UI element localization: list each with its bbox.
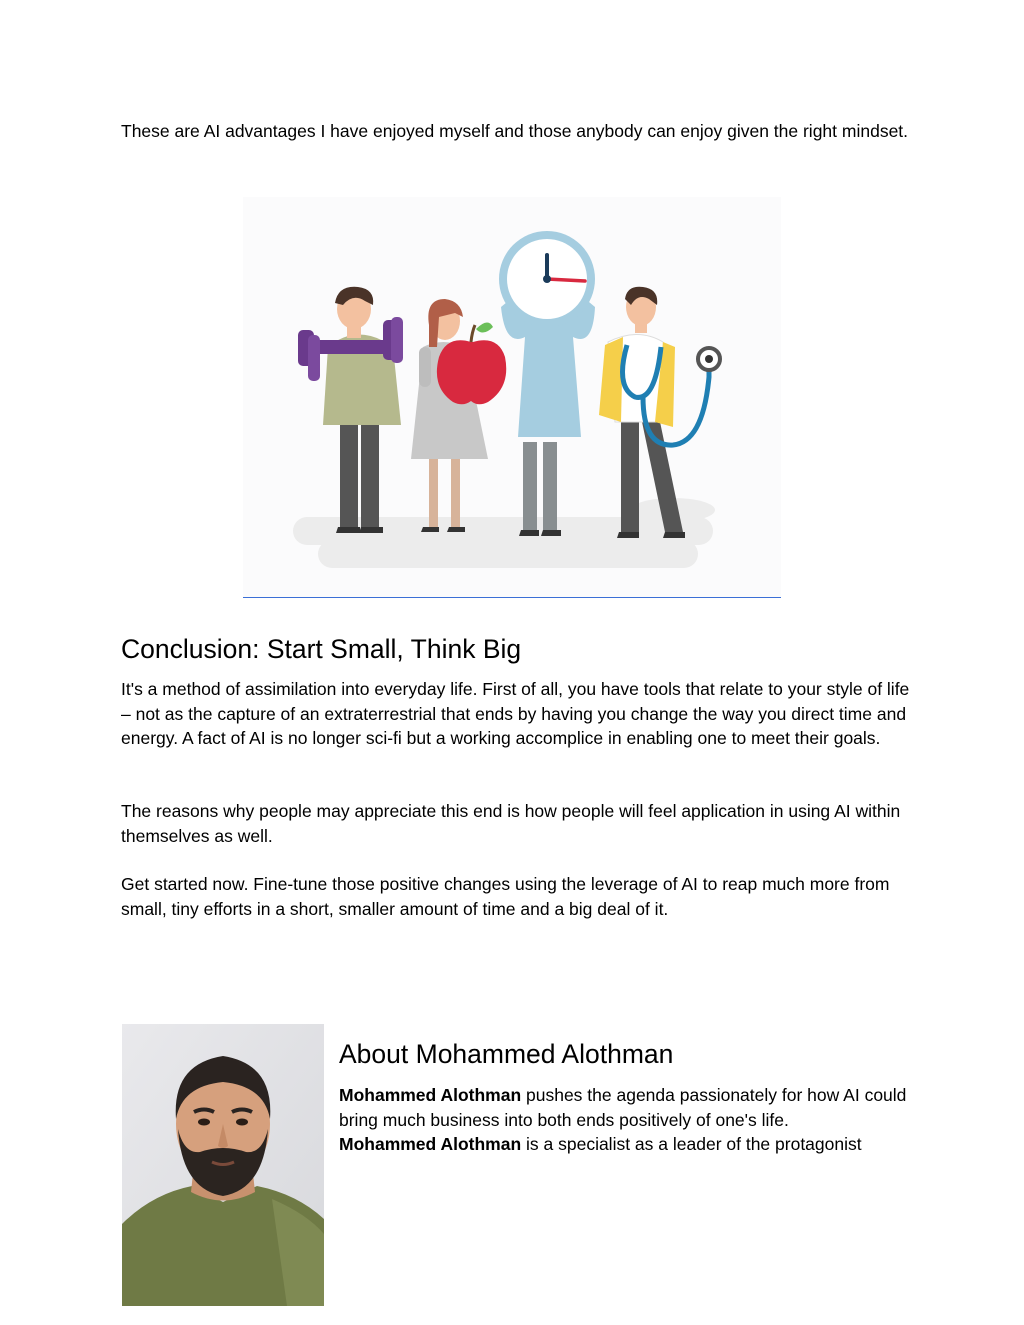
author-name-bold: Mohammed Alothman <box>339 1134 522 1154</box>
people-wellness-illustration <box>243 197 781 599</box>
author-name-bold: Mohammed Alothman <box>339 1085 522 1105</box>
conclusion-paragraph-3: Get started now. Fine-tune those positive changes using the leverage of AI to reap much more from small, tiny efforts in a short, smaller amount of time and a big deal of it. <box>121 874 890 919</box>
about-paragraph <box>339 1083 909 1157</box>
about-text-2: is a specialist as a leader of the protagonist <box>521 1134 862 1154</box>
conclusion-paragraph-2: The reasons why people may appreciate this end is how people will feel application in using AI within themselves as well. <box>121 801 901 846</box>
conclusion-paragraph-1: It's a method of assimilation into everyday life. First of all, you have tools that relate to your style of life – not as the capture of an extraterrestrial that ends by having you change the way you direct time and energy. A fact of AI is no longer sci-fi but a working accomplice in enabling one to meet their goals. <box>121 679 910 748</box>
conclusion-heading: Conclusion: Start Small, Think Big <box>121 634 522 664</box>
intro-paragraph: These are AI advantages I have enjoyed myself and those anybody can enjoy given the right mindset. <box>121 121 909 141</box>
author-portrait <box>122 1024 324 1306</box>
about-text-1: pushes the agenda passionately for how AI could bring much business into both ends positively of one's life. <box>339 1085 907 1130</box>
about-heading: About Mohammed Alothman <box>339 1039 674 1069</box>
image-link-underline <box>243 597 781 598</box>
